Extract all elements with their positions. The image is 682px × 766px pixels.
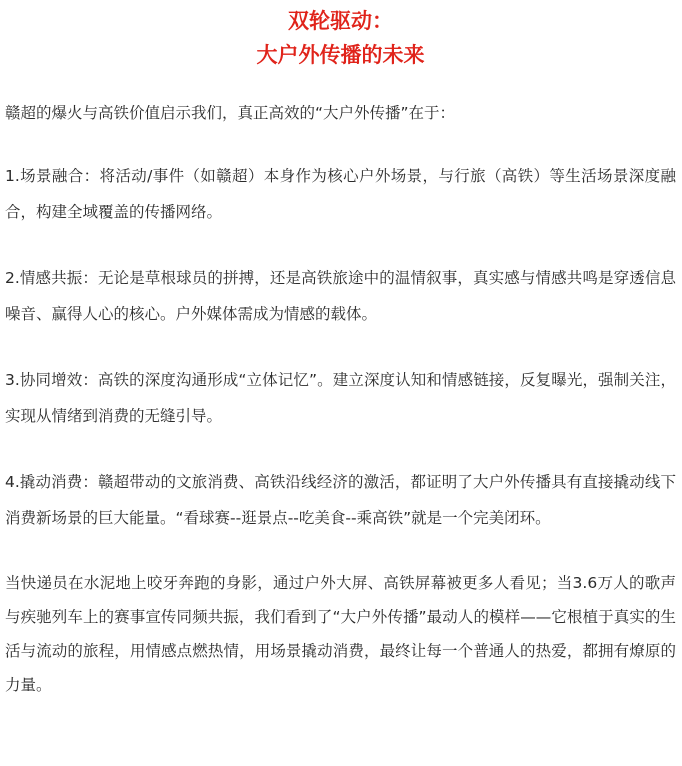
- title-line-1: 双轮驱动：: [288, 8, 393, 33]
- intro-paragraph: 赣超的爆火与高铁价值启示我们，真正高效的“大户外传播”在于：: [5, 104, 456, 122]
- title-line-2: 大户外传播的未来: [256, 42, 425, 67]
- article-title: [5, 4, 676, 72]
- point-drive-consumption: 4.撬动消费：赣超带动的文旅消费、高铁沿线经济的激活，都证明了大户外传播具有直接撬动线下消费新场景的巨大能量。“看球赛--逛景点--吃美食--乘高铁”就是一个完美闭环。: [5, 473, 676, 527]
- closing-paragraph: 当快递员在水泥地上咬牙奔跑的身影，通过户外大屏、高铁屏幕被更多人看见；当3.6万人的歌声与疾驰列车上的赛事宣传同频共振，我们看到了“大户外传播”最动人的模样——它根植于真实的生活与流动的旅程，用情感点燃热情，用场景撬动消费，最终让每一个普通人的热爱，都拥有燎原的力量。: [5, 574, 676, 694]
- point-synergy: 3.协同增效：高铁的深度沟通形成“立体记忆”。建立深度认知和情感链接，反复曝光，强制关注，实现从情绪到消费的无缝引导。: [5, 371, 676, 425]
- point-scene-fusion: 1.场景融合：将活动/事件（如赣超）本身作为核心户外场景，与行旅（高铁）等生活场景深度融合，构建全域覆盖的传播网络。: [5, 167, 676, 221]
- point-emotional-resonance: 2.情感共振：无论是草根球员的拼搏，还是高铁旅途中的温情叙事，真实感与情感共鸣是穿透信息噪音、赢得人心的核心。户外媒体需成为情感的载体。: [5, 269, 676, 323]
